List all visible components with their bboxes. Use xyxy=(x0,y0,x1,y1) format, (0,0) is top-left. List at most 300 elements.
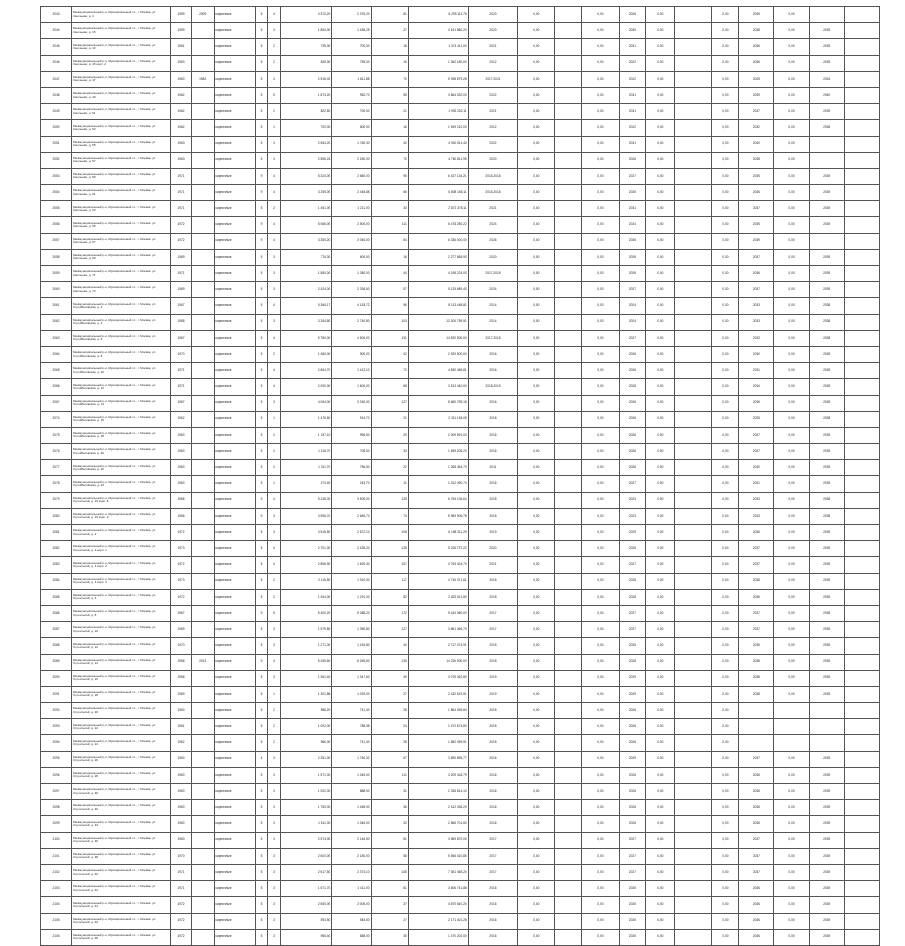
year-built-cell: 1963 xyxy=(171,71,192,87)
empty-cell xyxy=(555,719,582,735)
plan-year-3-cell: 2037 xyxy=(739,848,774,864)
total-area-cell: 1 750,00 xyxy=(280,800,332,816)
address-cell: Межмуниципальный р-н, Муниципальный г.п., г. Москва, ул. Строителей, д. 40 xyxy=(71,864,170,880)
year-renovated-cell xyxy=(191,816,214,832)
year-built-cell: 1960 xyxy=(171,832,192,848)
entrances-cell: 3 xyxy=(268,767,280,783)
amount-2-cell: 0,00 xyxy=(582,589,619,605)
wall-material-cell: кирпичные xyxy=(214,7,255,23)
plan-year-1-cell: 2017,2018 xyxy=(468,266,518,282)
amount-2-cell: 0,00 xyxy=(582,217,619,233)
plan-year-2-cell: 2026 xyxy=(619,427,646,443)
amount-3-cell: 0,00 xyxy=(646,703,675,719)
plan-year-1-cell: 2016 xyxy=(468,476,518,492)
amount-4-cell: 0,00 xyxy=(712,55,739,71)
cost-cell: 3 864 032,00 xyxy=(408,87,468,103)
living-area-cell: 2 672,10 xyxy=(332,525,371,541)
year-built-cell: 1971 xyxy=(171,266,192,282)
amount-2-cell: 0,00 xyxy=(582,848,619,864)
living-area-cell: 1 347,60 xyxy=(332,670,371,686)
cost-cell: 5 226 737,22 xyxy=(408,541,468,557)
plan-year-2-cell: 2028 xyxy=(619,379,646,395)
plan-year-1-cell: 2016 xyxy=(468,427,518,443)
year-built-cell: 1969 xyxy=(171,686,192,702)
plan-year-3-cell: 2037 xyxy=(739,541,774,557)
plan-year-3-cell: 2035 xyxy=(739,168,774,184)
plan-year-4-cell: 2039 xyxy=(809,168,844,184)
living-area-cell: 2 500,00 xyxy=(332,217,371,233)
amount-4-cell: 0,00 xyxy=(712,638,739,654)
plan-year-3-cell: 2036 xyxy=(739,39,774,55)
total-area-cell: 1 197,10 xyxy=(280,427,332,443)
empty-cell xyxy=(675,508,712,524)
amount-2-cell: 0,00 xyxy=(582,104,619,120)
table-row xyxy=(41,800,880,816)
amount-5-cell: 0,00 xyxy=(774,104,809,120)
floors-cell: 5 xyxy=(255,864,267,880)
floors-cell: 5 xyxy=(255,897,267,913)
floors-cell: 5 xyxy=(255,832,267,848)
amount-4-cell: 0,00 xyxy=(712,363,739,379)
living-area-cell: 2 180,00 xyxy=(332,848,371,864)
plan-year-3-cell: 2033 xyxy=(739,298,774,314)
amount-1-cell: 0,00 xyxy=(518,39,555,55)
empty-cell xyxy=(555,266,582,282)
entrances-cell: 2 xyxy=(268,201,280,217)
living-area-cell: 2 146,50 xyxy=(332,832,371,848)
year-built-cell: 1963 xyxy=(171,767,192,783)
address-cell: Межмуниципальный р-н, Муниципальный г.п., г. Москва, ул. Строителей, д. 46 xyxy=(71,913,170,929)
table-row xyxy=(41,460,880,476)
empty-cell xyxy=(675,55,712,71)
total-area-cell: 822,50 xyxy=(280,104,332,120)
table-row xyxy=(41,379,880,395)
empty-cell xyxy=(555,120,582,136)
floors-cell: 5 xyxy=(255,784,267,800)
plan-year-4-cell: 2038 xyxy=(809,508,844,524)
entrances-cell: 5 xyxy=(268,605,280,621)
empty-cell xyxy=(675,136,712,152)
empty-cell xyxy=(555,605,582,621)
empty-cell xyxy=(675,703,712,719)
empty-cell xyxy=(555,670,582,686)
amount-4-cell: 0,00 xyxy=(712,23,739,39)
empty-cell xyxy=(844,670,879,686)
amount-1-cell: 0,00 xyxy=(518,346,555,362)
total-area-cell: 1 451,00 xyxy=(280,201,332,217)
amount-2-cell: 0,00 xyxy=(582,638,619,654)
empty-cell xyxy=(555,735,582,751)
amount-2-cell: 0,00 xyxy=(582,55,619,71)
amount-5-cell: 0,00 xyxy=(774,168,809,184)
amount-5-cell: 0,00 xyxy=(774,864,809,880)
entrances-cell: 4 xyxy=(268,71,280,87)
amount-3-cell: 0,00 xyxy=(646,816,675,832)
year-built-cell: 1963 xyxy=(171,460,192,476)
address-cell: Межмуниципальный р-н, Муниципальный г.п., г. Москва, ул. Строителей, д. 30 xyxy=(71,784,170,800)
entrances-cell: 3 xyxy=(268,816,280,832)
amount-2-cell: 0,00 xyxy=(582,605,619,621)
wall-material-cell: кирпичные xyxy=(214,444,255,460)
plan-year-3-cell: 2038 xyxy=(739,152,774,168)
row-number: 2085 xyxy=(41,589,72,605)
living-area-cell: 1 411,00 xyxy=(332,881,371,897)
amount-2-cell: 0,00 xyxy=(582,541,619,557)
plan-year-3-cell: 2037 xyxy=(739,605,774,621)
amount-4-cell: 0,00 xyxy=(712,864,739,880)
year-renovated-cell xyxy=(191,185,214,201)
amount-4-cell: 0,00 xyxy=(712,800,739,816)
plan-year-3-cell: 2040 xyxy=(739,136,774,152)
amount-5-cell xyxy=(774,735,809,751)
total-area-cell: 593,50 xyxy=(280,913,332,929)
living-area-cell: 5 388,20 xyxy=(332,605,371,621)
amount-5-cell: 0,00 xyxy=(774,266,809,282)
amount-4-cell: 0,00 xyxy=(712,492,739,508)
living-area-cell: 2 660,00 xyxy=(332,168,371,184)
cost-cell: 3 075 362,80 xyxy=(408,670,468,686)
empty-cell xyxy=(844,266,879,282)
amount-1-cell: 0,00 xyxy=(518,395,555,411)
empty-cell xyxy=(555,508,582,524)
plan-year-1-cell: 2020 xyxy=(468,23,518,39)
amount-1-cell: 0,00 xyxy=(518,201,555,217)
plan-year-2-cell: 2027 xyxy=(619,557,646,573)
plan-year-2-cell: 2027 xyxy=(619,605,646,621)
year-built-cell: 1973 xyxy=(171,541,192,557)
amount-5-cell: 0,00 xyxy=(774,686,809,702)
row-number: 2079 xyxy=(41,492,72,508)
plan-year-4-cell: 2039 xyxy=(809,557,844,573)
amount-4-cell: 0,00 xyxy=(712,152,739,168)
cost-cell: 5 125 689,40 xyxy=(408,282,468,298)
total-area-cell: 1 301,88 xyxy=(280,686,332,702)
cost-cell: 3 513 440,00 xyxy=(408,379,468,395)
amount-1-cell: 0,00 xyxy=(518,476,555,492)
residents-cell: 21 xyxy=(371,104,408,120)
empty-cell xyxy=(555,800,582,816)
empty-cell xyxy=(675,897,712,913)
plan-year-3-cell: 2037 xyxy=(739,201,774,217)
amount-2-cell: 0,00 xyxy=(582,654,619,670)
year-built-cell: 1966 xyxy=(171,654,192,670)
floors-cell: 5 xyxy=(255,557,267,573)
entrances-cell: 1 xyxy=(268,476,280,492)
wall-material-cell: кирпичные xyxy=(214,330,255,346)
empty-cell xyxy=(675,330,712,346)
year-renovated-cell xyxy=(191,638,214,654)
floors-cell: 5 xyxy=(255,104,267,120)
address-cell: Межмуниципальный р-н, Муниципальный г.п., г. Москва, ул. Строителей, д. 22 xyxy=(71,719,170,735)
amount-3-cell: 0,00 xyxy=(646,136,675,152)
empty-cell xyxy=(844,929,879,945)
entrances-cell: 2 xyxy=(268,703,280,719)
plan-year-4-cell xyxy=(809,152,844,168)
amount-2-cell: 0,00 xyxy=(582,201,619,217)
empty-cell xyxy=(555,541,582,557)
empty-cell xyxy=(675,346,712,362)
plan-year-4-cell: 2039 xyxy=(809,654,844,670)
table-row xyxy=(41,864,880,880)
amount-1-cell: 0,00 xyxy=(518,282,555,298)
plan-year-1-cell: 2020 xyxy=(468,7,518,23)
amount-1-cell: 0,00 xyxy=(518,185,555,201)
floors-cell: 5 xyxy=(255,395,267,411)
plan-year-3-cell: 2038 xyxy=(739,573,774,589)
table-row xyxy=(41,929,880,945)
amount-5-cell: 0,00 xyxy=(774,395,809,411)
empty-cell xyxy=(555,848,582,864)
year-renovated-cell xyxy=(191,881,214,897)
living-area-cell: 2 740,80 xyxy=(332,314,371,330)
table-row xyxy=(41,492,880,508)
amount-3-cell: 0,00 xyxy=(646,881,675,897)
cost-cell: 4 870 640,20 xyxy=(408,897,468,913)
plan-year-2-cell: 2026 xyxy=(619,152,646,168)
table-row xyxy=(41,266,880,282)
living-area-cell: 2 336,60 xyxy=(332,282,371,298)
living-area-cell: 545,50 xyxy=(332,913,371,929)
amount-2-cell: 0,00 xyxy=(582,7,619,23)
plan-year-2-cell: 2028 xyxy=(619,573,646,589)
table-row xyxy=(41,638,880,654)
address-cell: Межмуниципальный р-н, Муниципальный г.п., г. Москва, ул. Стройбатовская, д. 4 xyxy=(71,314,170,330)
plan-year-1-cell: 2022 xyxy=(468,136,518,152)
plan-year-2-cell: 2028 xyxy=(619,654,646,670)
total-area-cell: 1 671,70 xyxy=(280,881,332,897)
amount-3-cell: 0,00 xyxy=(646,87,675,103)
total-area-cell: 5 236,00 xyxy=(280,492,332,508)
year-renovated-cell xyxy=(191,492,214,508)
cost-cell: 6 299 111,76 xyxy=(408,7,468,23)
cost-cell: 4 760 811,95 xyxy=(408,152,468,168)
wall-material-cell: кирпичные xyxy=(214,541,255,557)
empty-cell xyxy=(844,346,879,362)
cost-cell: 7 361 465,20 xyxy=(408,864,468,880)
plan-year-4-cell: 2038 xyxy=(809,330,844,346)
amount-5-cell: 0,00 xyxy=(774,881,809,897)
entrances-cell: 3 xyxy=(268,282,280,298)
year-built-cell: 1970 xyxy=(171,848,192,864)
amount-3-cell: 0,00 xyxy=(646,767,675,783)
total-area-cell: 2 896,90 xyxy=(280,557,332,573)
amount-1-cell: 0,00 xyxy=(518,314,555,330)
wall-material-cell: кирпичные xyxy=(214,136,255,152)
plan-year-4-cell: 2039 xyxy=(809,622,844,638)
residents-cell: 40 xyxy=(371,638,408,654)
plan-year-3-cell: 2031 xyxy=(739,476,774,492)
residents-cell: 57 xyxy=(371,282,408,298)
plan-year-3-cell: 2031 xyxy=(739,363,774,379)
empty-cell xyxy=(555,573,582,589)
row-number: 2103 xyxy=(41,881,72,897)
residents-cell: 72 xyxy=(371,363,408,379)
amount-4-cell: 0,00 xyxy=(712,330,739,346)
empty-cell xyxy=(675,686,712,702)
residents-cell: 33 xyxy=(371,201,408,217)
empty-cell xyxy=(675,120,712,136)
empty-cell xyxy=(555,330,582,346)
entrances-cell: 3 xyxy=(268,864,280,880)
table-row xyxy=(41,525,880,541)
address-cell: Межмуниципальный р-н, Муниципальный г.п., г. Москва, ул. Строителей, д. 4 корп. 2 xyxy=(71,557,170,573)
plan-year-4-cell: 2039 xyxy=(809,848,844,864)
entrances-cell: 3 xyxy=(268,23,280,39)
amount-4-cell: 0,00 xyxy=(712,897,739,913)
amount-1-cell: 0,00 xyxy=(518,735,555,751)
plan-year-3-cell: 2036 xyxy=(739,395,774,411)
empty-cell xyxy=(675,411,712,427)
empty-cell xyxy=(555,897,582,913)
floors-cell: 5 xyxy=(255,282,267,298)
year-renovated-cell xyxy=(191,767,214,783)
amount-3-cell: 0,00 xyxy=(646,314,675,330)
year-renovated-cell xyxy=(191,249,214,265)
empty-cell xyxy=(555,816,582,832)
plan-year-1-cell: 2016 xyxy=(468,395,518,411)
amount-3-cell: 0,00 xyxy=(646,492,675,508)
row-number: 2092 xyxy=(41,703,72,719)
amount-2-cell: 0,00 xyxy=(582,703,619,719)
year-renovated-cell xyxy=(191,152,214,168)
amount-2-cell: 0,00 xyxy=(582,379,619,395)
row-number: 2078 xyxy=(41,476,72,492)
plan-year-3-cell: 2039 xyxy=(739,87,774,103)
year-renovated-cell xyxy=(191,541,214,557)
living-area-cell: 1 465,00 xyxy=(332,800,371,816)
address-cell: Межмуниципальный р-н, Муниципальный г.п., г. Москва, ул. Стройбатовская, д. 12 xyxy=(71,379,170,395)
cost-cell: 4 745 371,61 xyxy=(408,573,468,589)
year-built-cell: 1963 xyxy=(171,444,192,460)
entrances-cell: 4 xyxy=(268,330,280,346)
residents-cell: 15 xyxy=(371,55,408,71)
plan-year-3-cell: 2036 xyxy=(739,881,774,897)
year-renovated-cell: 1982 xyxy=(191,71,214,87)
plan-year-3-cell: 2033 xyxy=(739,492,774,508)
total-area-cell: 5 400,20 xyxy=(280,605,332,621)
plan-year-4-cell: 2039 xyxy=(809,573,844,589)
wall-material-cell: кирпичные xyxy=(214,703,255,719)
amount-1-cell: 0,00 xyxy=(518,266,555,282)
entrances-cell: 1 xyxy=(268,686,280,702)
empty-cell xyxy=(844,460,879,476)
plan-year-2-cell: 2026 xyxy=(619,541,646,557)
year-renovated-cell xyxy=(191,929,214,945)
cost-cell: 2 171 401,28 xyxy=(408,913,468,929)
total-area-cell: 1 580,00 xyxy=(280,266,332,282)
residents-cell: 96 xyxy=(371,298,408,314)
total-area-cell: 1 454,00 xyxy=(280,589,332,605)
empty-cell xyxy=(844,784,879,800)
amount-4-cell: 0,00 xyxy=(712,395,739,411)
plan-year-1-cell: 2016 xyxy=(468,444,518,460)
year-built-cell: 1973 xyxy=(171,573,192,589)
plan-year-1-cell: 2016 xyxy=(468,881,518,897)
year-renovated-cell xyxy=(191,832,214,848)
residents-cell: 81 xyxy=(371,7,408,23)
cost-cell: 2 311 154,05 xyxy=(408,411,468,427)
living-area-cell: 1 211,00 xyxy=(332,201,371,217)
total-area-cell: 1 874,20 xyxy=(280,87,332,103)
empty-cell xyxy=(675,800,712,816)
amount-5-cell: 0,00 xyxy=(774,816,809,832)
floors-cell: 5 xyxy=(255,541,267,557)
empty-cell xyxy=(675,87,712,103)
empty-cell xyxy=(844,39,879,55)
empty-cell xyxy=(555,233,582,249)
residents-cell: 68 xyxy=(371,379,408,395)
address-cell: Межмуниципальный р-н, Муниципальный г.п., г. Москва, ул. Строителей, д. 20 xyxy=(71,703,170,719)
year-built-cell: 1963 xyxy=(171,136,192,152)
year-renovated-cell xyxy=(191,266,214,282)
residents-cell: 107 xyxy=(371,557,408,573)
wall-material-cell: кирпичные xyxy=(214,363,255,379)
plan-year-2-cell: 2026 xyxy=(619,767,646,783)
table-row xyxy=(41,444,880,460)
cost-cell: 2 432 619,91 xyxy=(408,686,468,702)
year-built-cell: 1971 xyxy=(171,201,192,217)
plan-year-2-cell: 2027 xyxy=(619,848,646,864)
amount-1-cell: 0,00 xyxy=(518,168,555,184)
empty-cell xyxy=(844,217,879,233)
cost-cell: 2 866 701,60 xyxy=(408,816,468,832)
plan-year-4-cell: 2039 xyxy=(809,784,844,800)
empty-cell xyxy=(675,832,712,848)
address-cell: Межмуниципальный р-н, Муниципальный г.п., г. Москва, ул. Строителей, д. 8 xyxy=(71,605,170,621)
residents-cell: 16 xyxy=(371,249,408,265)
entrances-cell: 3 xyxy=(268,266,280,282)
year-built-cell: 1960 xyxy=(171,751,192,767)
empty-cell xyxy=(675,589,712,605)
empty-cell xyxy=(555,557,582,573)
empty-cell xyxy=(555,476,582,492)
empty-cell xyxy=(844,735,879,751)
year-built-cell: 1972 xyxy=(171,913,192,929)
plan-year-2-cell: 2026 xyxy=(619,703,646,719)
year-renovated-cell: 2009 xyxy=(191,7,214,23)
amount-1-cell: 0,00 xyxy=(518,363,555,379)
empty-cell xyxy=(675,492,712,508)
residents-cell: 55 xyxy=(371,87,408,103)
amount-4-cell: 0,00 xyxy=(712,87,739,103)
amount-3-cell: 0,00 xyxy=(646,168,675,184)
amount-2-cell: 0,00 xyxy=(582,39,619,55)
row-number: 2067 xyxy=(41,395,72,411)
year-renovated-cell xyxy=(191,573,214,589)
plan-year-2-cell: 2026 xyxy=(619,266,646,282)
empty-cell xyxy=(675,7,712,23)
plan-year-2-cell: 2030 xyxy=(619,23,646,39)
row-number: 2076 xyxy=(41,444,72,460)
entrances-cell: 3 xyxy=(268,913,280,929)
cost-cell: 6 754 136,64 xyxy=(408,492,468,508)
plan-year-4-cell: 2039 xyxy=(809,363,844,379)
empty-cell xyxy=(844,314,879,330)
residents-cell: 70 xyxy=(371,71,408,87)
amount-5-cell: 0,00 xyxy=(774,476,809,492)
cost-cell: 4 198 224,00 xyxy=(408,266,468,282)
total-area-cell: 2 424,00 xyxy=(280,282,332,298)
table-row xyxy=(41,508,880,524)
living-area-cell: 952,70 xyxy=(332,87,371,103)
year-built-cell: 1960 xyxy=(171,703,192,719)
year-renovated-cell xyxy=(191,39,214,55)
empty-cell xyxy=(675,929,712,945)
address-cell: Межмуниципальный р-н, Муниципальный г.п., г. Москва, ул. Стройбатовская, д. 24 xyxy=(71,476,170,492)
year-built-cell: 1970 xyxy=(171,346,192,362)
living-area-cell: 1 910,00 xyxy=(332,573,371,589)
living-area-cell: 888,00 xyxy=(332,784,371,800)
